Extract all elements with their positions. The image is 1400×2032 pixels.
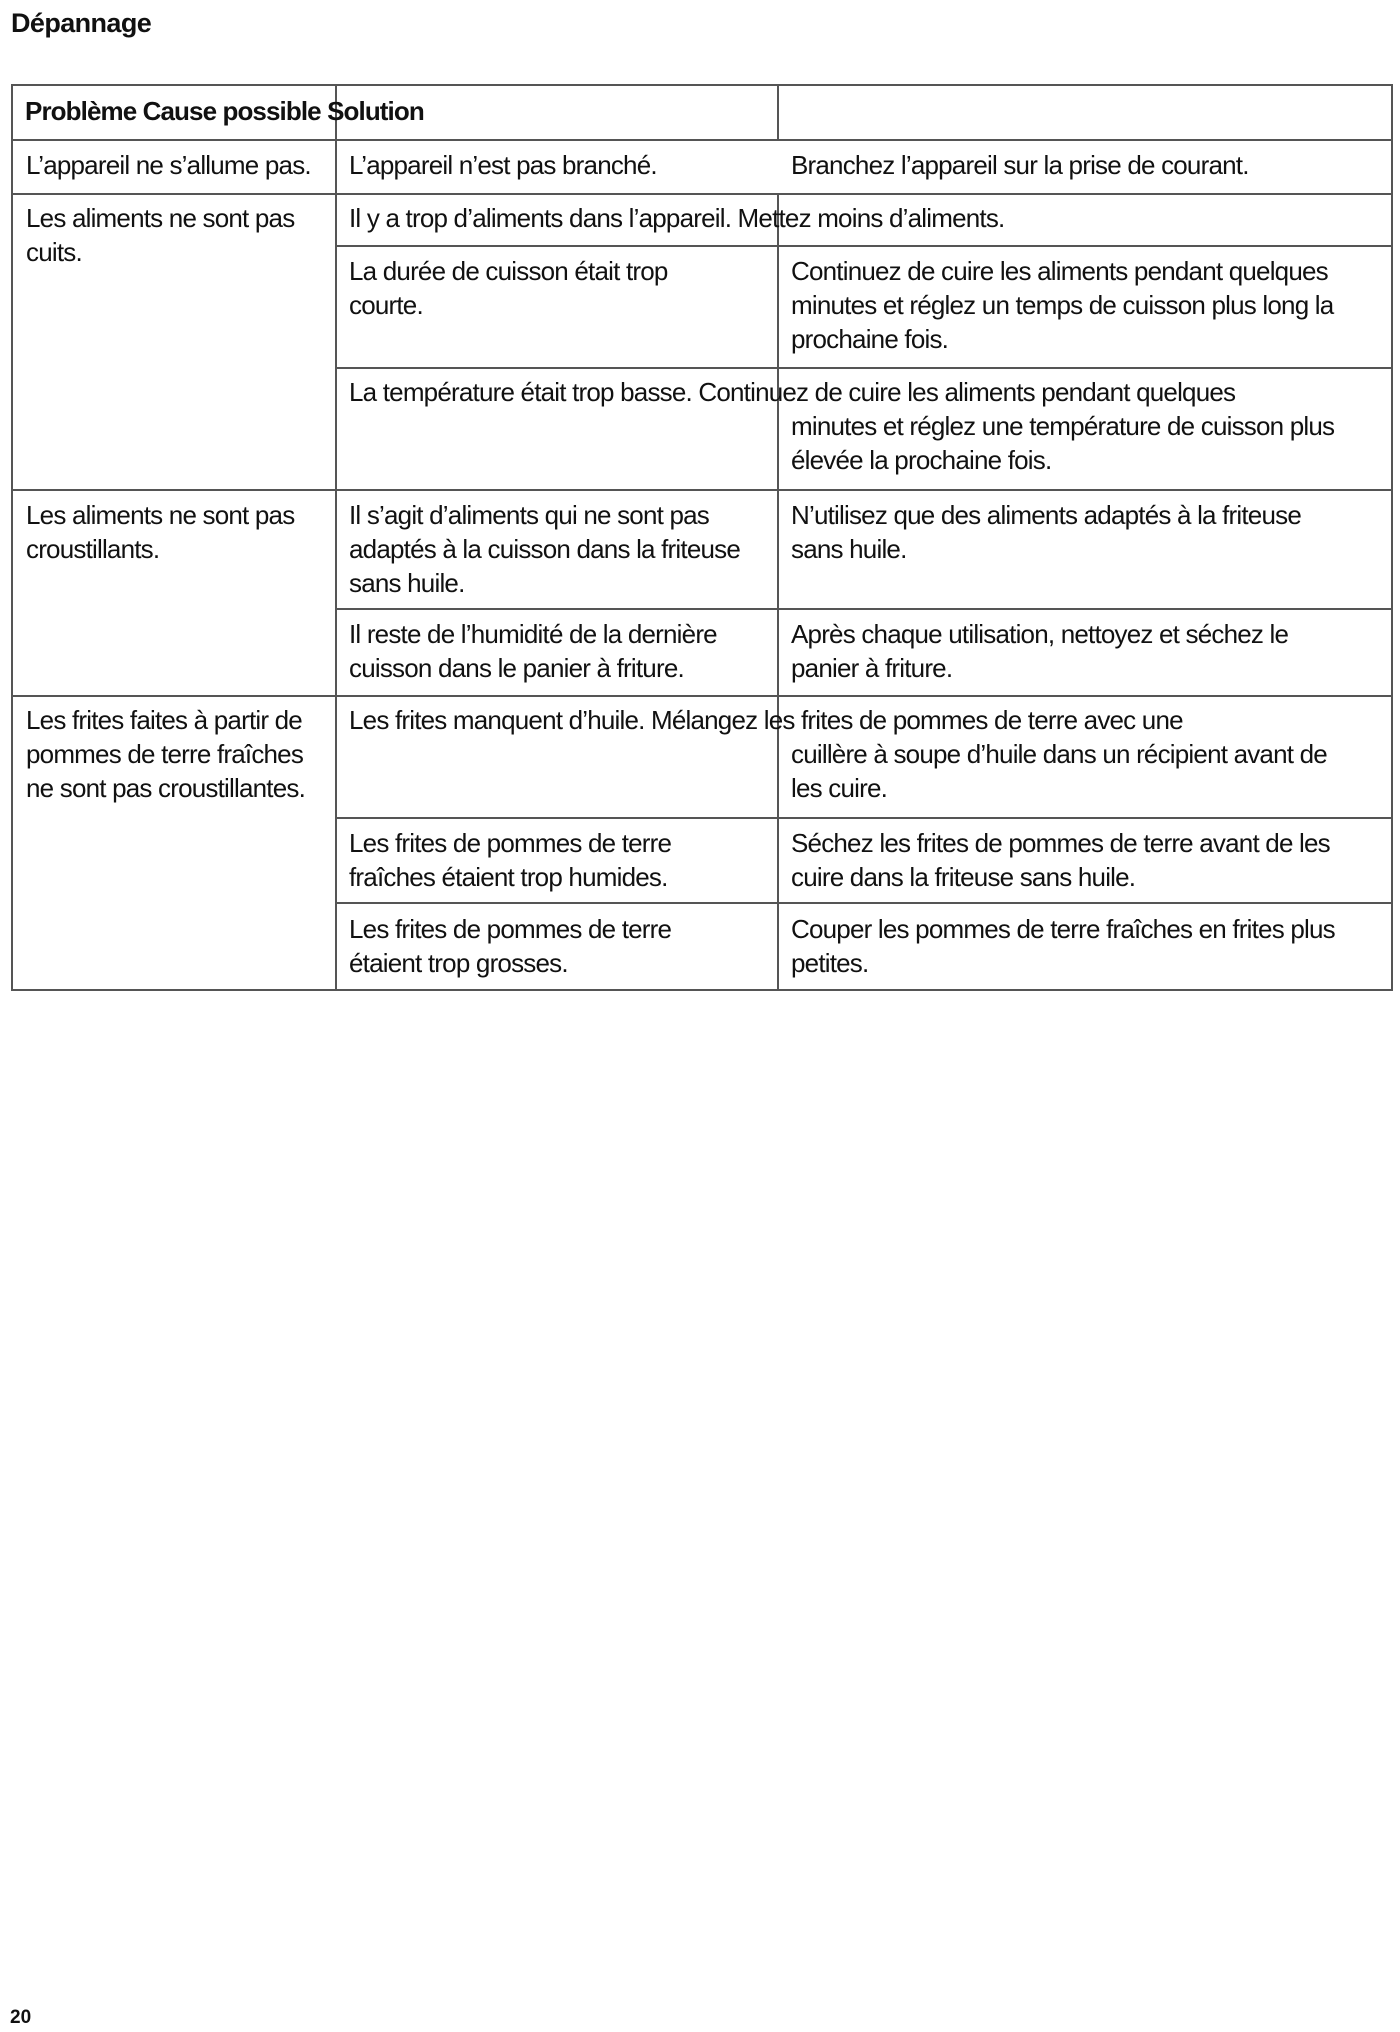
cause-cell: Il reste de l’humidité de la dernière cuisson dans le panier à friture.	[349, 619, 717, 683]
row-divider	[13, 695, 1391, 697]
cause-cell: Il y a trop d’aliments dans l’appareil. Mettez moins d’aliments.	[349, 203, 1005, 233]
solution-cell: Branchez l’appareil sur la prise de courant.	[791, 150, 1249, 180]
column-divider	[777, 193, 779, 989]
row-divider	[336, 608, 1391, 610]
column-divider	[777, 86, 779, 139]
row-divider	[13, 139, 1391, 141]
problem-cell: Les aliments ne sont pas croustillants.	[26, 500, 295, 564]
cause-cell: Les frites manquent d’huile. Mélangez les frites de pommes de terre avec une	[349, 705, 1183, 735]
row-divider	[336, 817, 1391, 819]
solution-cell: Couper les pommes de terre fraîches en frites plus petites.	[791, 914, 1335, 978]
cause-cell: Les frites de pommes de terre fraîches étaient trop humides.	[349, 828, 672, 892]
page-title: Dépannage	[11, 8, 152, 38]
column-divider	[335, 86, 337, 989]
solution-cell: Continuez de cuire les aliments pendant quelques minutes et réglez un temps de cuisson plus long la prochaine fois.	[791, 256, 1334, 354]
cause-cell: La durée de cuisson était trop courte.	[349, 256, 668, 320]
problem-cell: Les aliments ne sont pas cuits.	[26, 203, 295, 267]
row-divider	[336, 245, 1391, 247]
solution-cell: Séchez les frites de pommes de terre avant de les cuire dans la friteuse sans huile.	[791, 828, 1330, 892]
solution-cell: Après chaque utilisation, nettoyez et séchez le panier à friture.	[791, 619, 1289, 683]
row-divider	[13, 193, 1391, 195]
page-number: 20	[10, 2007, 32, 2028]
troubleshooting-table	[11, 84, 1393, 991]
row-divider	[336, 367, 1391, 369]
problem-cell: L’appareil ne s’allume pas.	[26, 150, 311, 180]
solution-cell: minutes et réglez une température de cuisson plus élevée la prochaine fois.	[791, 411, 1335, 475]
cause-cell: La température était trop basse. Continuez de cuire les aliments pendant quelques	[349, 377, 1236, 407]
cause-cell: L’appareil n’est pas branché.	[349, 150, 657, 180]
table-header: Problème Cause possible Solution	[25, 96, 424, 126]
row-divider	[336, 902, 1391, 904]
solution-cell: cuillère à soupe d’huile dans un récipient avant de les cuire.	[791, 739, 1327, 803]
cause-cell: Les frites de pommes de terre étaient trop grosses.	[349, 914, 672, 978]
problem-cell: Les frites faites à partir de pommes de terre fraîches ne sont pas croustillantes.	[26, 705, 306, 803]
row-divider	[13, 489, 1391, 491]
solution-cell: N’utilisez que des aliments adaptés à la friteuse sans huile.	[791, 500, 1301, 564]
cause-cell: Il s’agit d’aliments qui ne sont pas adaptés à la cuisson dans la friteuse sans huile.	[349, 500, 740, 598]
